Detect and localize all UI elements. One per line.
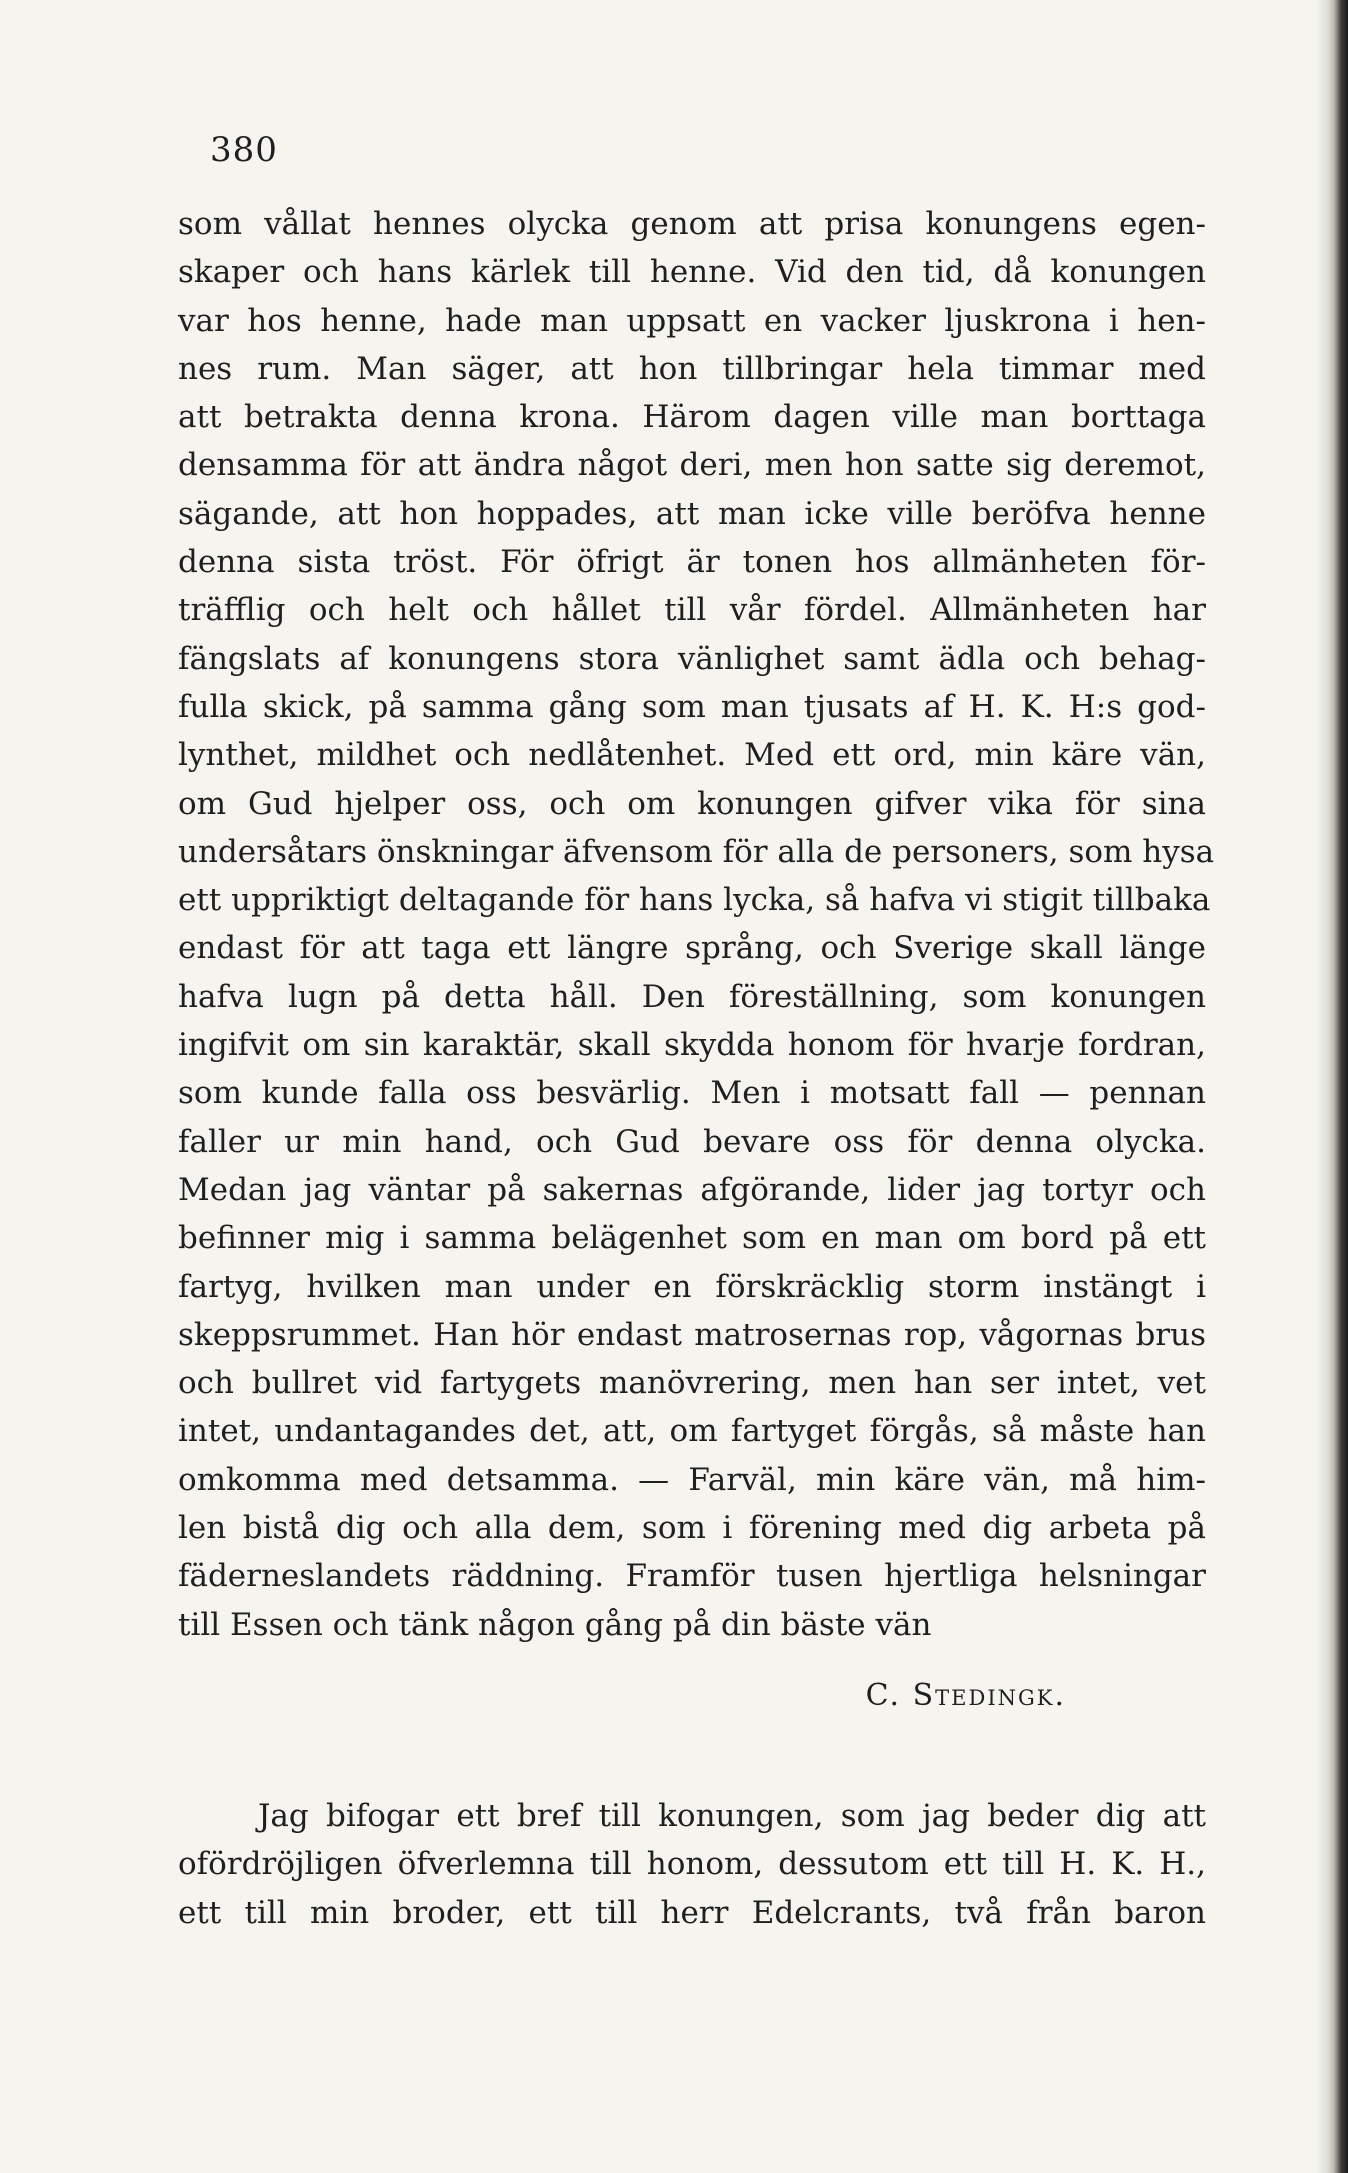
signature-name: Stedingk. — [912, 1678, 1066, 1713]
binding-shadow — [1316, 0, 1326, 2173]
text-line: faller ur min hand, och Gud bevare oss för denna olycka. — [178, 1123, 1206, 1160]
text-line: Jag bifogar ett bref till konungen, som jag beder dig att — [258, 1798, 1206, 1834]
text-line: ett till min broder, ett till herr Edelcrants, två från baron — [178, 1894, 1206, 1931]
text-line: endast för att taga ett längre språng, och Sverige skall länge — [178, 930, 1206, 967]
text-line: ingifvit om sin karaktär, skall skydda honom för hvarje fordran, — [178, 1027, 1206, 1064]
text-line: som vållat hennes olycka genom att prisa konungens egen- — [178, 206, 1206, 242]
text-line: fulla skick, på samma gång som man tjusats af H. K. H:s god- — [178, 688, 1206, 725]
page-binding-edge — [1326, 0, 1348, 2173]
text-line: omkomma med detsamma. — Farväl, min käre vän, må him- — [178, 1461, 1206, 1498]
text-line: densamma för att ändra något deri, men hon satte sig deremot, — [178, 447, 1206, 484]
text-line: intet, undantagandes det, att, om fartyget förgås, så måste han — [178, 1413, 1206, 1450]
text-line: denna sista tröst. För öfrigt är tonen hos allmänheten för- — [178, 544, 1206, 581]
signature — [178, 1672, 1066, 1720]
text-line: träfflig och helt och hållet till vår fördel. Allmänheten har — [178, 592, 1206, 629]
text-line: om Gud hjelper oss, och om konungen gifver vika för sina — [178, 785, 1206, 822]
text-line: fängslats af konungens stora vänlighet samt ädla och behag- — [178, 640, 1206, 677]
postscript-text — [178, 1792, 1206, 1937]
text-line: lynthet, mildhet och nedlåtenhet. Med ett ord, min käre vän, — [178, 737, 1206, 774]
main-text — [178, 200, 1215, 1649]
text-line: skeppsrummet. Han hör endast matrosernas rop, vågornas brus — [178, 1316, 1206, 1353]
page-number: 380 — [210, 130, 278, 170]
text-line: var hos henne, hade man uppsatt en vacker ljuskrona i hen- — [178, 302, 1206, 339]
text-line: undersåtars önskningar äfvensom för alla de personers, som hysa — [178, 833, 1215, 870]
text-line: som kunde falla oss besvärlig. Men i motsatt fall — pennan — [178, 1075, 1206, 1112]
text-line: till Essen och tänk någon gång på din bäste vän — [178, 1606, 932, 1643]
text-line: sägande, att hon hoppades, att man icke ville beröfva henne — [178, 495, 1206, 532]
text-line: att betrakta denna krona. Härom dagen ville man borttaga — [178, 399, 1206, 436]
text-line: skaper och hans kärlek till henne. Vid den tid, då konungen — [178, 254, 1206, 291]
text-line: befinner mig i samma belägenhet som en man om bord på ett — [178, 1220, 1206, 1257]
text-line: ofördröjligen öfverlemna till honom, dessutom ett till H. K. H., — [178, 1846, 1206, 1883]
signature-initial: C. — [865, 1678, 902, 1713]
text-line: nes rum. Man säger, att hon tillbringar hela timmar med — [178, 350, 1206, 387]
text-line: Medan jag väntar på sakernas afgörande, lider jag tortyr och — [178, 1171, 1206, 1208]
text-line: ett uppriktigt deltagande för hans lycka, så hafva vi stigit tillbaka — [178, 882, 1211, 919]
text-line: hafva lugn på detta håll. Den föreställning, som konungen — [178, 978, 1206, 1015]
text-line: len bistå dig och alla dem, som i förening med dig arbeta på — [178, 1510, 1206, 1547]
text-line: fäderneslandets räddning. Framför tusen hjertliga helsningar — [178, 1558, 1206, 1595]
text-line: och bullret vid fartygets manövrering, men han ser intet, vet — [178, 1365, 1206, 1402]
text-line: fartyg, hvilken man under en förskräcklig storm instängt i — [178, 1268, 1206, 1305]
